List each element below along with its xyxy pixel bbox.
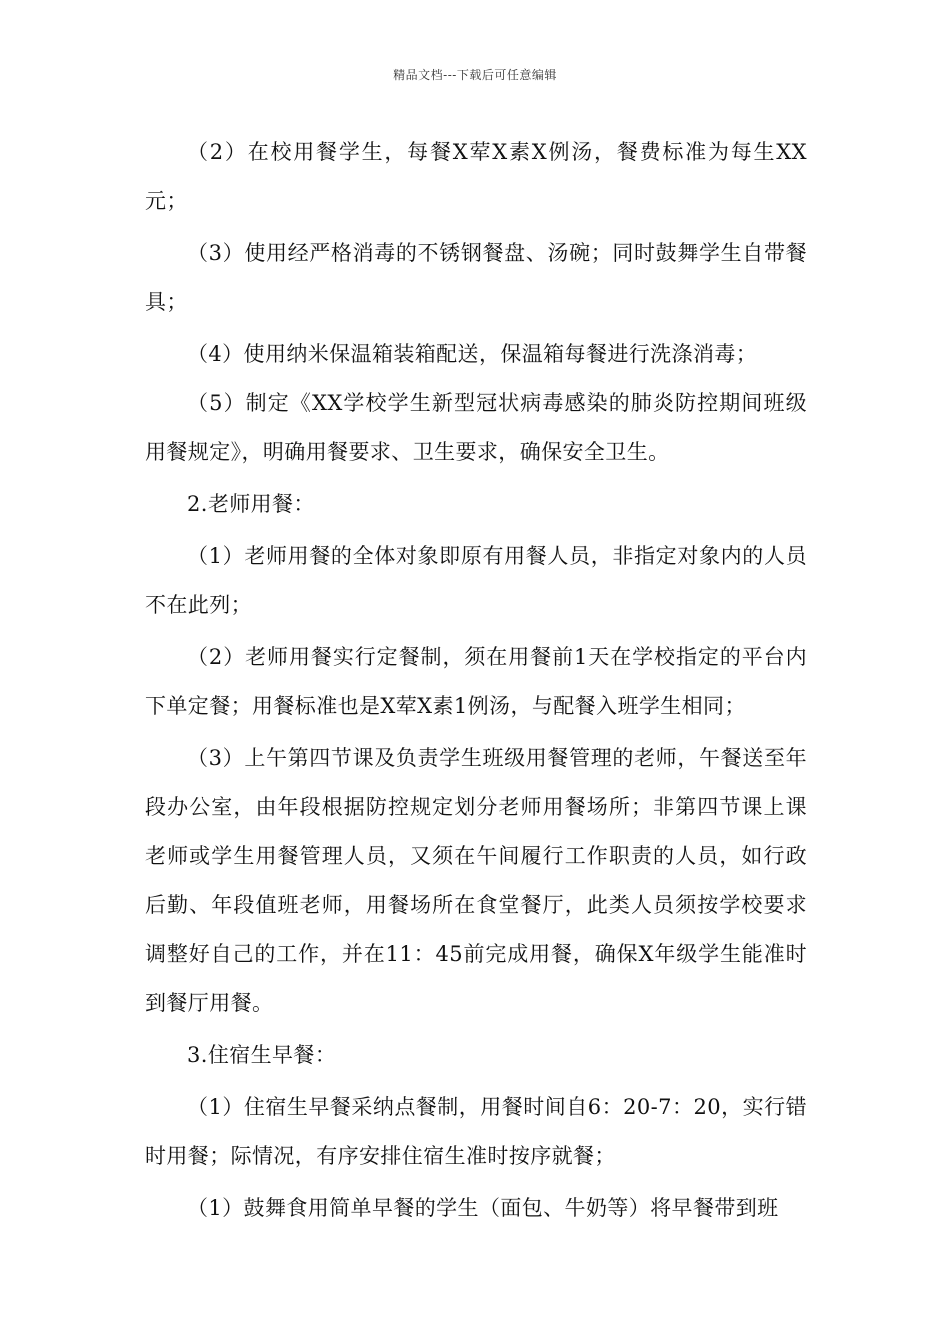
paragraph-student-meal-standard: （2）在校用餐学生，每餐X荤X素X例汤，餐费标准为每生XX元； [145, 140, 807, 213]
paragraph-breakfast-time: （1）住宿生早餐采纳点餐制，用餐时间自6：20-7：20，实行错时用餐；际情况，有序安排住宿生准时按序就餐； [145, 1095, 807, 1168]
paragraph-teacher-ordering: （2）老师用餐实行定餐制，须在用餐前1天在学校指定的平台内下单定餐；用餐标准也是X荤X素1例汤，与配餐入班学生相同； [145, 645, 807, 718]
paragraph-tableware: （3）使用经严格消毒的不锈钢餐盘、汤碗；同时鼓舞学生自带餐具； [145, 241, 807, 314]
paragraph-teacher-scope: （1）老师用餐的全体对象即原有用餐人员，非指定对象内的人员不在此列； [145, 544, 807, 617]
section-heading-teacher-meals: 2.老师用餐： [187, 492, 315, 516]
document-body [145, 128, 807, 1233]
paragraph-simple-breakfast: （1）鼓舞食用简单早餐的学生（面包、牛奶等）将早餐带到班 [187, 1196, 779, 1220]
paragraph-insulated-box: （4）使用纳米保温箱装箱配送，保温箱每餐进行洗涤消毒； [187, 342, 758, 366]
page-header: 精品文档---下载后可任意编辑 [393, 68, 557, 82]
paragraph-dining-rules: （5）制定《XX学校学生新型冠状病毒感染的肺炎防控期间班级用餐规定》，明确用餐要求、卫生要求，确保安全卫生。 [145, 391, 807, 464]
section-heading-boarder-breakfast: 3.住宿生早餐： [187, 1043, 337, 1067]
paragraph-teacher-dining-location: （3）上午第四节课及负责学生班级用餐管理的老师，午餐送至年段办公室，由年段根据防控规定划分老师用餐场所；非第四节课上课老师或学生用餐管理人员，又须在午间履行工作职责的人员，如行政后勤、年段值班老师，用餐场所在食堂餐厅，此类人员须按学校要求调整好自己的工作，并在11：45前完成用餐，确保X年级学生能准时到餐厅用餐。 [145, 746, 807, 1015]
